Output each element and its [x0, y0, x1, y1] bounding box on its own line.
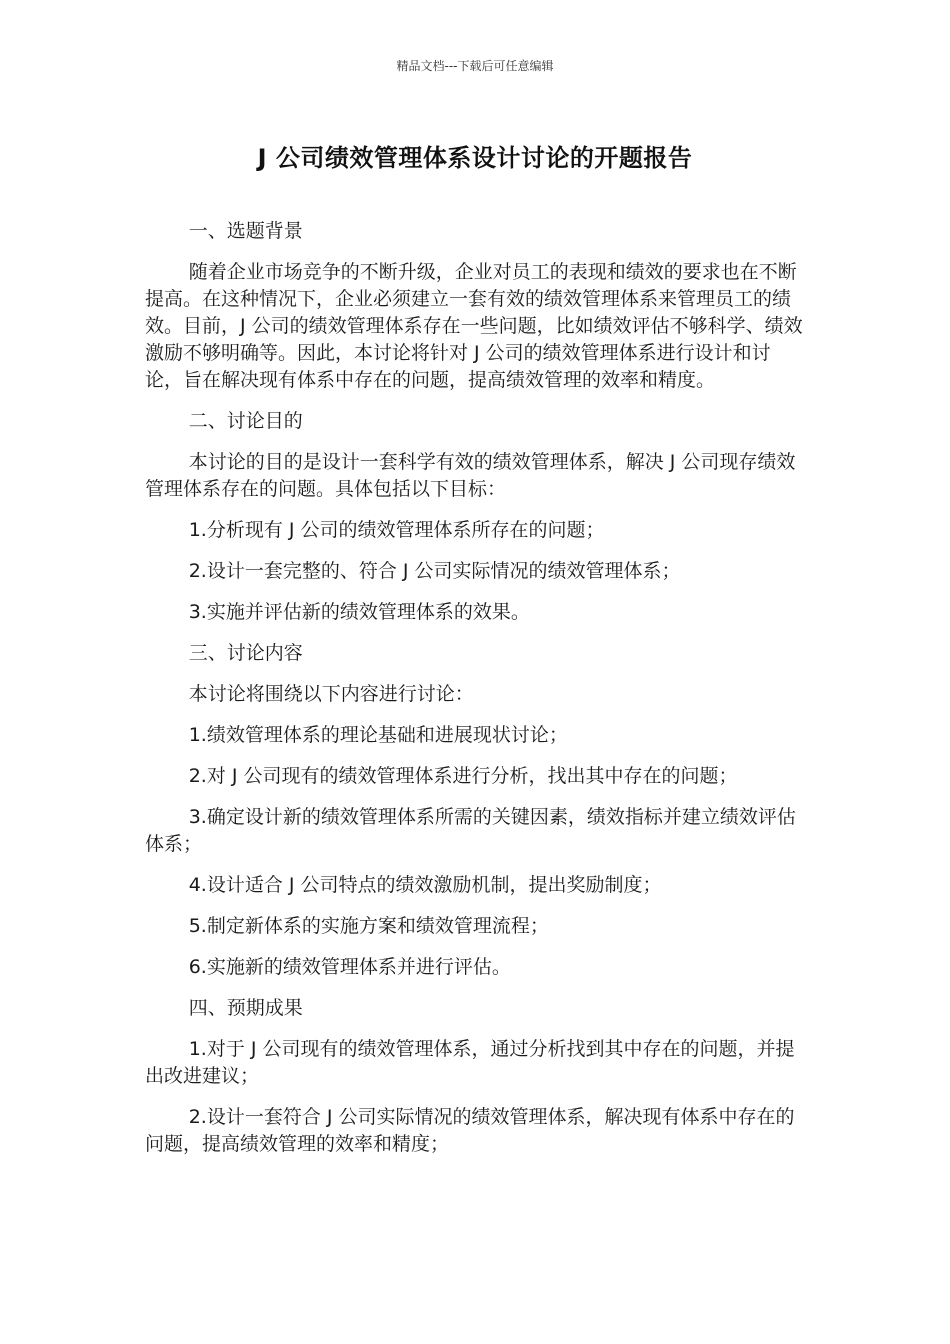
purpose-item-1: 1.分析现有 J 公司的绩效管理体系所存在的问题；	[188, 519, 605, 541]
purpose-item-3: 3.实施并评估新的绩效管理体系的效果。	[188, 601, 530, 623]
purpose-item-2: 2.设计一套完整的、符合 J 公司实际情况的绩效管理体系；	[188, 560, 681, 582]
content-item-1: 1.绩效管理体系的理论基础和进展现状讨论；	[188, 724, 568, 746]
document-body	[145, 218, 807, 1172]
content-item-6: 6.实施新的绩效管理体系并进行评估。	[188, 956, 511, 978]
content-item-2: 2.对 J 公司现有的绩效管理体系进行分析，找出其中存在的问题；	[188, 765, 738, 787]
section-heading-purpose: 二、讨论目的	[188, 410, 303, 432]
page-header-note: 精品文档---下载后可任意编辑	[396, 59, 554, 73]
content-item-4: 4.设计适合 J 公司特点的绩效激励机制，提出奖励制度；	[188, 874, 662, 896]
outcome-item-1: 1.对于 J 公司现有的绩效管理体系，通过分析找到其中存在的问题，并提出改进建议；	[145, 1038, 795, 1087]
document-title: J 公司绩效管理体系设计讨论的开题报告	[257, 144, 693, 172]
paragraph-background: 随着企业市场竞争的不断升级，企业对员工的表现和绩效的要求也在不断提高。在这种情况下，企业必须建立一套有效的绩效管理体系来管理员工的绩效。目前，J 公司的绩效管理体系存在一些问题，比如绩效评估不够科学、绩效激励不够明确等。因此，本讨论将针对 J 公司的绩效管理体系进行设计和讨论，旨在解决现有体系中存在的问题，提高绩效管理的效率和精度。	[145, 261, 803, 391]
section-heading-content: 三、讨论内容	[188, 642, 303, 664]
content-item-5: 5.制定新体系的实施方案和绩效管理流程；	[188, 915, 549, 937]
paragraph-purpose: 本讨论的目的是设计一套科学有效的绩效管理体系，解决 J 公司现存绩效管理体系存在的问题。具体包括以下目标：	[145, 451, 796, 500]
section-heading-outcomes: 四、预期成果	[188, 997, 303, 1019]
outcome-item-2: 2.设计一套符合 J 公司实际情况的绩效管理体系，解决现有体系中存在的问题，提高绩效管理的效率和精度；	[145, 1106, 795, 1155]
section-heading-background: 一、选题背景	[188, 220, 303, 242]
content-item-3: 3.确定设计新的绩效管理体系所需的关键因素，绩效指标并建立绩效评估体系；	[145, 806, 796, 855]
paragraph-content-intro: 本讨论将围绕以下内容进行讨论：	[188, 683, 474, 705]
